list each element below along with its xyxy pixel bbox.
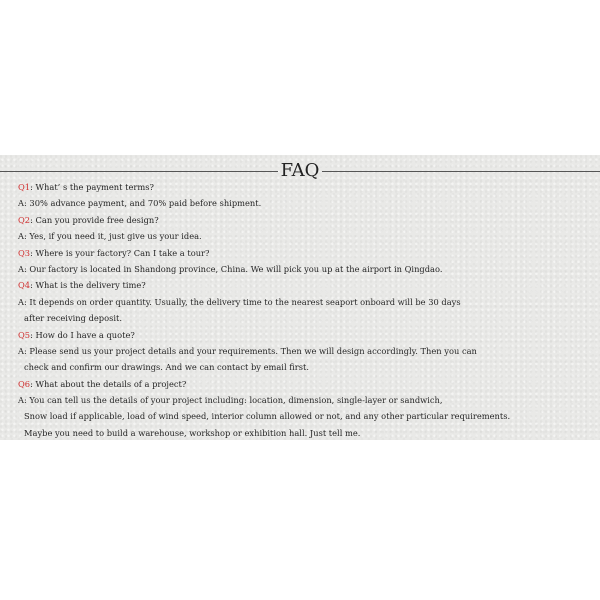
question-text: : What is the delivery time? — [30, 280, 146, 291]
question-text: : What about the details of a project? — [30, 378, 187, 389]
question-number: Q4 — [18, 280, 31, 291]
question-text: : Can you provide free design? — [30, 214, 159, 225]
question-text: : What’ s the payment terms? — [30, 182, 154, 192]
question-number: Q3 — [18, 247, 31, 258]
faq-question-3 — [18, 245, 593, 261]
faq-answer-4-line-1: A: It depends on order quantity. Usually, the delivery time to the nearest seaport onboard will be 30 days — [18, 296, 461, 307]
faq-question-4 — [18, 277, 593, 293]
faq-answer-6-line-2: Snow load if applicable, load of wind speed, interior column allowed or not, and any other particular requirements. — [24, 411, 511, 422]
faq-panel — [0, 155, 600, 440]
header-rule-right — [322, 171, 600, 172]
question-number: Q5 — [18, 329, 31, 340]
faq-answer-6-line-3: Maybe you need to build a warehouse, workshop or exhibition hall. Just tell me. — [24, 427, 361, 438]
question-number: Q2 — [18, 214, 31, 225]
faq-question-2 — [18, 212, 593, 228]
faq-answer-4-line-2: after receiving deposit. — [24, 313, 122, 324]
faq-answer-6-line-1: A: You can tell us the details of your project including: location, dimension, single-layer or sandwich, — [18, 395, 443, 406]
header-rule-left — [0, 171, 278, 172]
faq-question-1 — [18, 179, 593, 195]
question-number: Q6 — [18, 378, 31, 389]
faq-question-6 — [18, 376, 593, 392]
faq-question-5 — [18, 327, 593, 343]
faq-answer-2-line-1: A: Yes, if you need it, just give us your idea. — [18, 231, 202, 242]
faq-list — [18, 179, 593, 441]
question-number: Q1 — [18, 182, 31, 192]
faq-answer-3-line-1: A: Our factory is located in Shandong province, China. We will pick you up at the airport in Qingdao. — [18, 263, 443, 274]
faq-answer-5-line-2: check and confirm our drawings. And we can contact by email first. — [24, 362, 309, 373]
faq-title: FAQ — [280, 160, 320, 181]
faq-answer-5-line-1: A: Please send us your project details and your requirements. Then we will design accordingly. Then you can — [18, 345, 477, 356]
question-text: : Where is your factory? Can I take a tour? — [30, 247, 210, 258]
question-text: : How do I have a quote? — [30, 329, 135, 340]
faq-answer-1-line-1: A: 30% advance payment, and 70% paid before shipment. — [18, 198, 262, 209]
